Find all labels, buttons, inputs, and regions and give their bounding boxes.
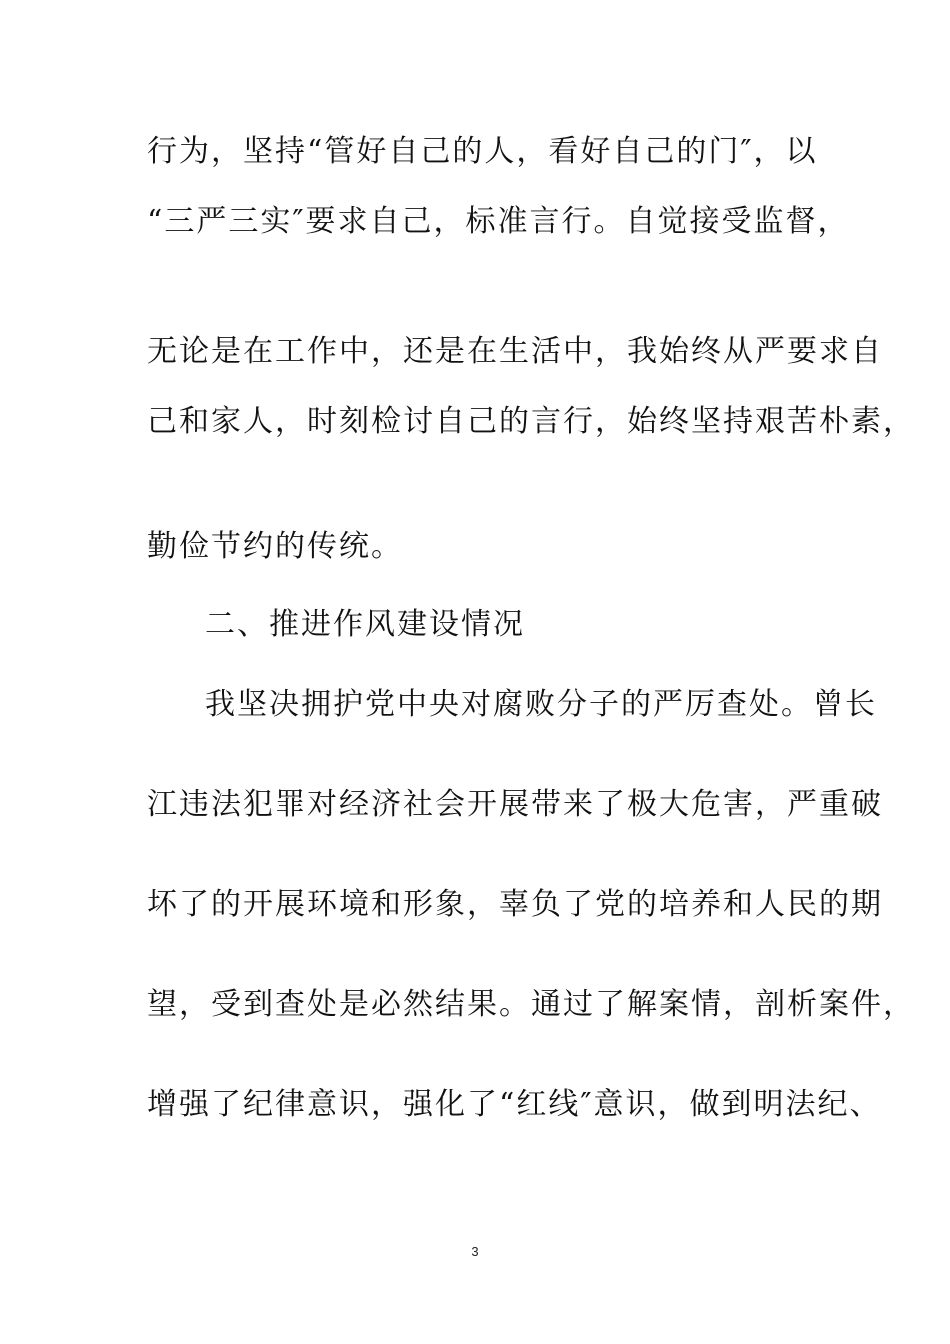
paragraph-first-line: 我坚决拥护党中央对腐败分子的严厉查处。曾长 [205,687,877,722]
body-text-line: 坏了的开展环境和形象，辜负了党的培养和人民的期 [147,887,883,922]
body-text-line: 己和家人，时刻检讨自己的言行，始终坚持艰苦朴素， [147,404,915,439]
body-text-line: “三严三实″要求自己，标准言行。自觉接受监督， [147,204,850,239]
body-text-line: 行为，坚持“管好自己的人，看好自己的门″，以 [147,134,818,169]
body-text-line: 增强了纪律意识，强化了“红线″意识，做到明法纪、 [147,1087,882,1122]
body-text-line: 望，受到查处是必然结果。通过了解案情，剖析案件， [147,987,915,1022]
body-text-line: 江违法犯罪对经济社会开展带来了极大危害，严重破 [147,787,883,822]
page-number: 3 [471,1244,479,1259]
section-heading: 二、推进作风建设情况 [205,607,525,642]
body-text-line: 勤俭节约的传统。 [147,529,403,564]
body-text-line: 无论是在工作中，还是在生活中，我始终从严要求自 [147,334,883,369]
